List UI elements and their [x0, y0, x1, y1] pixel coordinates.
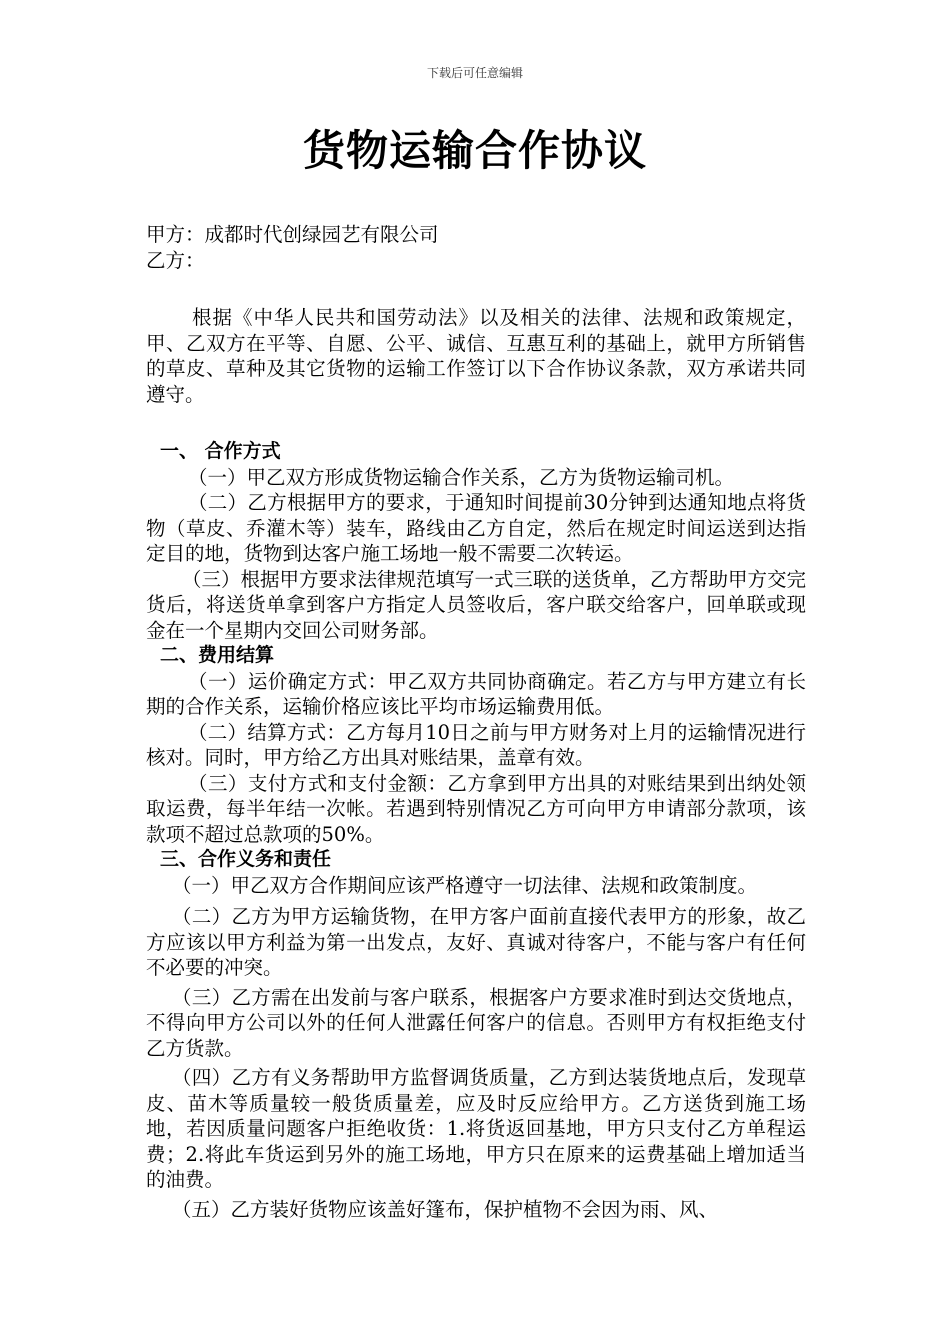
clause-2-3: （三）支付方式和支付金额：乙方拿到甲方出具的对账结果到出纳处领取运费，每半年结一次帐。若遇到特别情况乙方可向甲方申请部分款项，该款项不超过总款项的50%。 — [146, 771, 806, 846]
section-heading-cooperation-mode: 一、 合作方式 — [160, 440, 281, 462]
clause-2-1: （一）运价确定方式：甲乙双方共同协商确定。若乙方与甲方建立有长期的合作关系，运输价格应该比平均市场运输费用低。 — [146, 669, 806, 718]
header-note: 下载后可任意编辑 — [426, 66, 523, 80]
party-a-line: 甲方：成都时代创绿园艺有限公司 — [146, 223, 439, 246]
preamble-paragraph: 根据《中华人民共和国劳动法》以及相关的法律、法规和政策规定，甲、乙双方在平等、自愿、公平、诚信、互惠互利的基础上，就甲方所销售的草皮、草种及其它货物的运输工作签订以下合作协议条款，双方承诺共同遵守。 — [146, 306, 806, 406]
clause-3-1: （一）甲乙双方合作期间应该严格遵守一切法律、法规和政策制度。 — [172, 873, 758, 897]
section-heading-fee-settlement: 二、费用结算 — [160, 644, 275, 666]
spacer — [146, 273, 806, 305]
clause-3-4: （四）乙方有义务帮助甲方监督调货质量，乙方到达装货地点后，发现草皮、苗木等质量较一般货质量差，应及时反应给甲方。乙方送货到施工场地，若因质量问题客户拒绝收货：1.将货返回基地，甲方只支付乙方单程运费；2.将此车货运到另外的施工场地，甲方只在原来的运费基础上增加适当的油费。 — [146, 1066, 806, 1191]
clause-3-3: （三）乙方需在出发前与客户联系，根据客户方要求准时到达交货地点，不得向甲方公司以外的任何人泄露任何客户的信息。否则甲方有权拒绝支付乙方货款。 — [146, 985, 806, 1060]
clause-1-3: （三）根据甲方要求法律规范填写一式三联的送货单，乙方帮助甲方交完货后，将送货单拿到客户方指定人员签收后，客户联交给客户，回单联或现金在一个星期内交回公司财务部。 — [146, 567, 807, 642]
clause-1-2: （二）乙方根据甲方的要求，于通知时间提前30分钟到达通知地点将货物（草皮、乔灌木等）装车，路线由乙方自定，然后在规定时间运送到达指定目的地，货物到达客户施工场地一般不需要二次转运。 — [146, 491, 806, 565]
clause-3-2: （二）乙方为甲方运输货物，在甲方客户面前直接代表甲方的形象，故乙方应该以甲方利益为第一出发点，友好、真诚对待客户，不能与客户有任何不必要的冲突。 — [146, 905, 806, 979]
spacer — [146, 407, 806, 439]
clause-2-2: （二）结算方式：乙方每月10日之前与甲方财务对上月的运输情况进行核对。同时，甲方给乙方出具对账结果，盖章有效。 — [146, 720, 806, 769]
clause-1-1: （一）甲乙双方形成货物运输合作关系，乙方为货物运输司机。 — [188, 465, 735, 489]
document-body — [146, 222, 806, 1222]
party-b-line: 乙方： — [146, 248, 205, 272]
clause-3-5: （五）乙方装好货物应该盖好篷布，保护植物不会因为雨、风、 — [172, 1197, 719, 1221]
document-title: 货物运输合作协议 — [302, 126, 647, 175]
section-heading-obligations: 三、合作义务和责任 — [160, 848, 332, 870]
